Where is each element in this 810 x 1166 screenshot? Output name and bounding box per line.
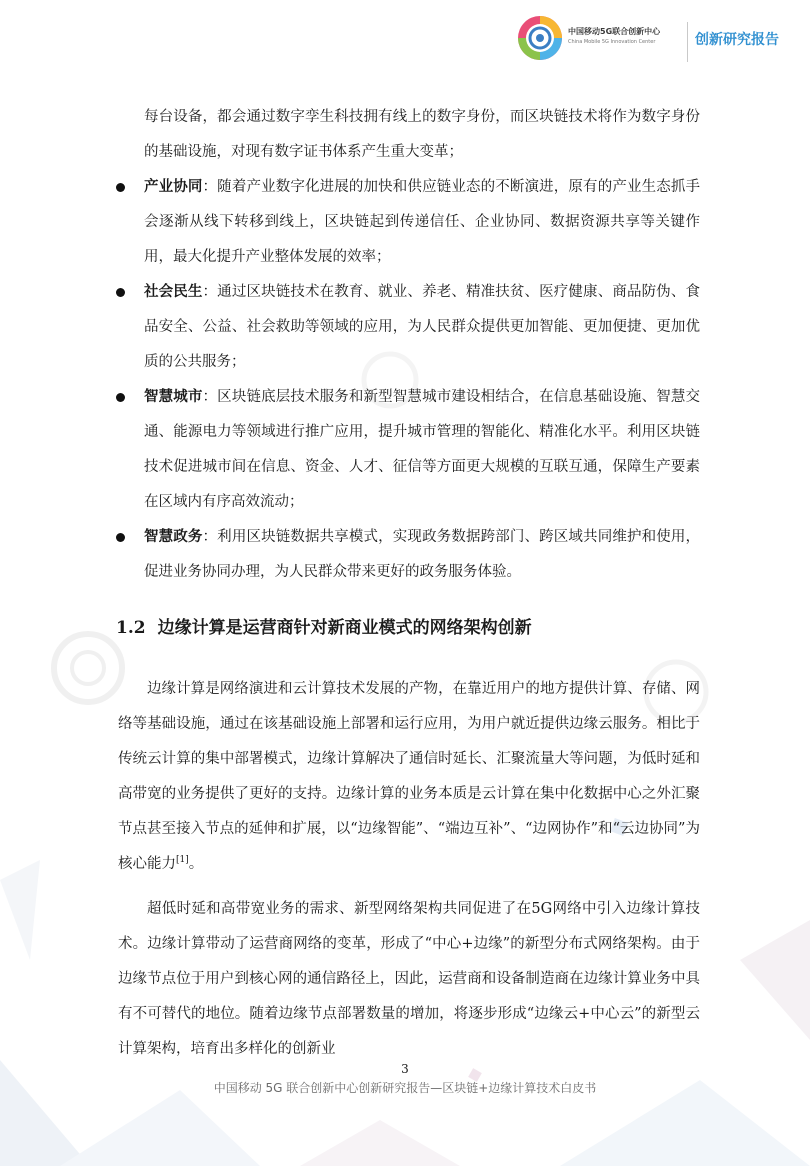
- paragraph-end: 。: [188, 856, 204, 872]
- paragraph-text: 边缘计算是网络演进和云计算技术发展的产物，在靠近用户的地方提供计算、存储、网络等基础设施，通过在该基础设施上部署和运行应用，为用户就近提供边缘云服务。相比于传统云计算的集中部署模式，边缘计算解决了通信时延长、汇聚流量大等问题，为低时延和高带宽的业务提供了更好的支持。边缘计算的业务本质是云计算在集中化数据中心之外汇聚节点甚至接入节点的延伸和扩展，以“边缘智能”、“端边互补”、“边网协作”和“云边协同”为核心能力: [118, 681, 700, 872]
- bullet-list: [118, 170, 700, 590]
- bullet-text: ：通过区块链技术在教育、就业、养老、精准扶贫、医疗健康、商品防伪、食品安全、公益、社会救助等领域的应用，为人民群众提供更加智能、更加便捷、更加优质的公共服务；: [144, 284, 701, 370]
- paragraph-text: 超低时延和高带宽业务的需求、新型网络架构共同促进了在5G网络中引入边缘计算技术。边缘计算带动了运营商网络的变革，形成了“中心+边缘”的新型分布式网络架构。由于边缘节点位于用户到核心网的通信路径上，因此，运营商和设备制造商在边缘计算业务中具有不可替代的地位。随着边缘节点部署数量的增加，将逐步形成“边缘云+中心云”的新型云计算架构，培育出多样化的创新业: [118, 901, 700, 1057]
- bullet-text: ：利用区块链数据共享模式，实现政务数据跨部门、跨区域共同维护和使用，促进业务协同办理，为人民群众带来更好的政务服务体验。: [144, 529, 701, 580]
- intro-text: 每台设备，都会通过数字孪生科技拥有线上的数字身份，而区块链技术将作为数字身份的基础设施，对现有数字证书体系产生重大变革；: [144, 109, 700, 160]
- report-label: 创新研究报告: [695, 32, 779, 48]
- footer-title: 中国移动 5G 联合创新中心创新研究报告—区块链+边缘计算技术白皮书: [213, 1081, 597, 1095]
- paragraph: [118, 672, 700, 882]
- bullet-dot-icon: [116, 533, 125, 542]
- section-heading: [116, 616, 700, 640]
- bullet-title: 智慧城市: [144, 389, 203, 405]
- citation-link[interactable]: [1]: [176, 855, 189, 866]
- org-name-cn: 中国移动5G联合创新中心: [568, 27, 661, 36]
- bullet-text: ：区块链底层技术服务和新型智慧城市建设相结合，在信息基础设施、智慧交通、能源电力等领域进行推广应用，提升城市管理的智能化、精准化水平。利用区块链技术促进城市间在信息、资金、人才、征信等方面更大规模的互联互通，保障生产要素在区域内有序高效流动；: [144, 389, 701, 510]
- document-body: [118, 100, 700, 1067]
- section-title: 边缘计算是运营商针对新商业模式的网络架构创新: [157, 618, 532, 638]
- paragraph: [118, 892, 700, 1067]
- list-item: [118, 520, 700, 590]
- intro-continuation: [118, 100, 700, 170]
- bullet-dot-icon: [116, 393, 125, 402]
- bullet-dot-icon: [116, 183, 125, 192]
- bullet-title: 产业协同: [144, 179, 203, 195]
- list-item: [118, 170, 700, 275]
- china-mobile-5g-logo-icon: [516, 14, 564, 62]
- list-item: [118, 275, 700, 380]
- header-divider: [687, 22, 688, 62]
- list-item: [118, 380, 700, 520]
- org-name-en: China Mobile 5G Innovation Center: [568, 39, 656, 45]
- bullet-title: 智慧政务: [144, 529, 203, 545]
- bullet-title: 社会民生: [144, 284, 203, 300]
- bullet-dot-icon: [116, 288, 125, 297]
- page-number: 3: [401, 1062, 409, 1076]
- section-number: 1.2: [116, 618, 146, 638]
- page-header: [520, 10, 792, 72]
- bullet-text: ：随着产业数字化进展的加快和供应链业态的不断演进，原有的产业生态抓手会逐渐从线下转移到线上，区块链起到传递信任、企业协同、数据资源共享等关键作用，最大化提升产业整体发展的效率；: [144, 179, 701, 265]
